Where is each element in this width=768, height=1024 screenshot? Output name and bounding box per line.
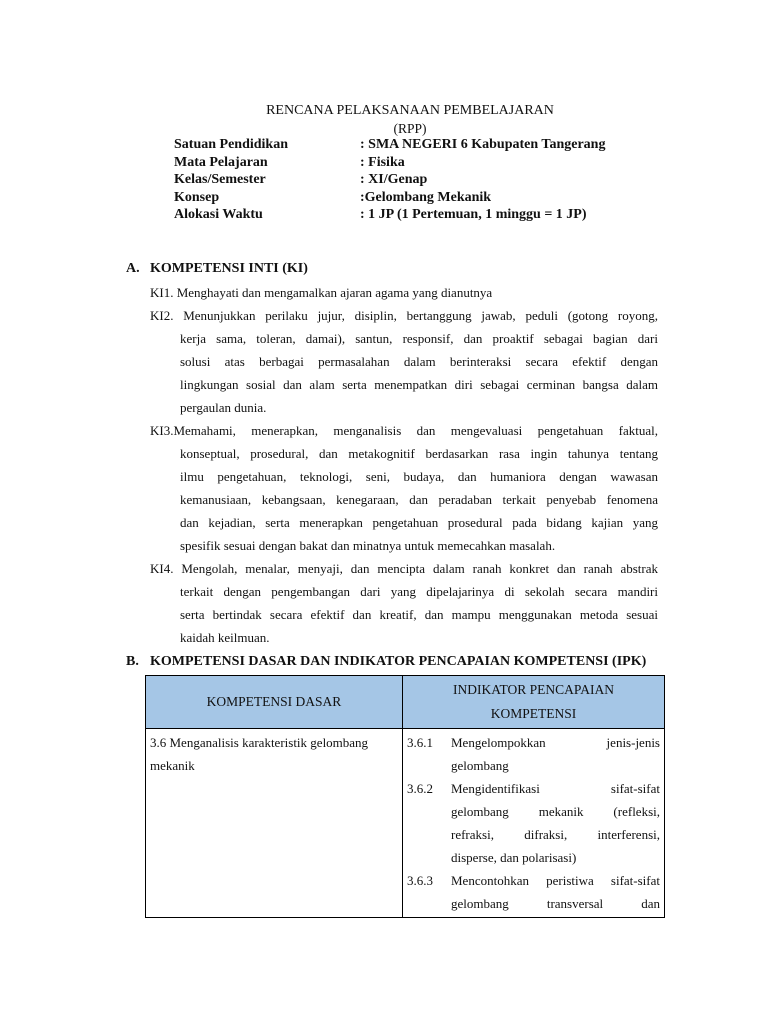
identity-label: Satuan Pendidikan	[174, 137, 288, 152]
identity-value: : Fisika	[360, 154, 405, 170]
ki1-line: KI1. Menghayati dan mengamalkan ajaran agama yang dianutnya	[150, 285, 493, 300]
document-title: RENCANA PELAKSANAAN PEMBELAJARAN	[266, 103, 554, 118]
identity-row	[174, 189, 605, 207]
ipk-text-line: disperse, dan polarisasi)	[451, 850, 577, 865]
ipk-text	[451, 869, 660, 915]
ki4-line: kaidah keilmuan.	[180, 630, 270, 645]
ki4-line: KI4. Mengolah, menalar, menyaji, dan mencipta dalam ranah konkret dan ranah abstrak	[150, 561, 658, 576]
ki3-line: konseptual, prosedural, dan metakognitif berdasarkan rasa ingin tahunya tentang	[180, 446, 658, 461]
ki2-line: pergaulan dunia.	[180, 400, 267, 415]
identity-row	[174, 136, 605, 154]
identity-value: : XI/Genap	[360, 172, 428, 187]
ipk-text-line: Mengelompokkan jenis-jenis	[451, 735, 660, 750]
ipk-number: 3.6.1	[407, 735, 433, 750]
identity-value: : 1 JP (1 Pertemuan, 1 minggu = 1 JP)	[360, 207, 587, 222]
ipk-text-line: gelombang mekanik (refleksi,	[451, 804, 660, 819]
identity-label: Alokasi Waktu	[174, 207, 263, 222]
ipk-header-line: KOMPETENSI	[490, 706, 577, 721]
ipk-text-line: Mencontohkan peristiwa sifat-sifat	[451, 873, 660, 888]
ipk-text	[451, 731, 660, 777]
ipk-header-line: INDIKATOR PENCAPAIAN	[453, 682, 614, 697]
identity-row	[174, 171, 605, 189]
ki3-line: dan kejadian, serta menerapkan pengetahuan prosedural pada bidang kajian yang	[180, 515, 658, 530]
ki4-line: terkait dengan pengembangan dari yang dipelajarinya di sekolah secara mandiri	[180, 584, 658, 599]
identity-row	[174, 206, 605, 224]
ipk-item	[407, 731, 660, 777]
ipk-text-line: gelombang	[451, 758, 509, 773]
ki3-line: spesifik sesuai dengan bakat dan minatnya untuk memecahkan masalah.	[180, 538, 556, 553]
ipk-text-line: Mengidentifikasi sifat-sifat	[451, 781, 660, 796]
ki3-line: kemanusiaan, kebangsaan, kenegaraan, dan peradaban terkait penyebab fenomena	[180, 492, 658, 507]
section-a-title: KOMPETENSI INTI (KI)	[150, 261, 308, 276]
identity-label: Mata Pelajaran	[174, 154, 268, 170]
ipk-item	[407, 869, 660, 915]
ki-list	[150, 281, 658, 649]
ki3-line: KI3.Memahami, menerapkan, menganalisis dan mengevaluasi pengetahuan faktual,	[150, 423, 658, 438]
section-a-heading	[126, 259, 308, 279]
identity-value: :Gelombang Mekanik	[360, 189, 492, 205]
ki2-line: KI2. Menunjukkan perilaku jujur, disiplin, bertanggung jawab, peduli (gotong royong,	[150, 308, 658, 323]
identity-block	[174, 136, 605, 224]
document-subtitle: (RPP)	[393, 121, 427, 136]
ipk-cell	[403, 729, 665, 918]
ki3-line: ilmu pengetahuan, teknologi, seni, budaya, dan humaniora dengan wawasan	[180, 469, 658, 484]
ipk-number: 3.6.2	[407, 781, 433, 796]
identity-label: Konsep	[174, 189, 220, 205]
ipk-text-line: refraksi, difraksi, interferensi,	[451, 827, 660, 842]
identity-row	[174, 154, 605, 172]
kd-column-header: KOMPETENSI DASAR	[146, 676, 403, 729]
ipk-number: 3.6.3	[407, 873, 433, 888]
ipk-text-line: gelombang transversal dan	[451, 896, 660, 911]
ki4-line: serta bertindak secara efektif dan kreatif, dan mampu menggunakan metoda sesuai	[180, 607, 658, 622]
identity-label: Kelas/Semester	[174, 172, 266, 187]
kd-ipk-table	[145, 675, 665, 918]
section-b-letter: B.	[126, 654, 139, 669]
section-a-letter: A.	[126, 261, 140, 276]
identity-value: : SMA NEGERI 6 Kabupaten Tangerang	[360, 137, 606, 152]
ipk-item	[407, 777, 660, 869]
table-header-row	[146, 676, 665, 729]
ki2-line: solusi atas berbagai permasalahan dalam berinteraksi secara efektif dengan	[180, 354, 658, 369]
ki2-line: kerja sama, toleran, damai), santun, responsif, dan proaktif sebagai bagian dari	[180, 331, 658, 346]
kd-cell: 3.6 Menganalisis karakteristik gelombang mekanik	[146, 729, 403, 918]
ki2-line: lingkungan sosial dan alam serta menempatkan diri sebagai cerminan bangsa dalam	[180, 377, 658, 392]
section-b-title: KOMPETENSI DASAR DAN INDIKATOR PENCAPAIAN KOMPETENSI (IPK)	[150, 654, 647, 669]
section-b-heading	[126, 652, 646, 672]
ipk-text	[451, 777, 660, 869]
ipk-column-header	[403, 676, 665, 729]
table-row	[146, 729, 665, 918]
